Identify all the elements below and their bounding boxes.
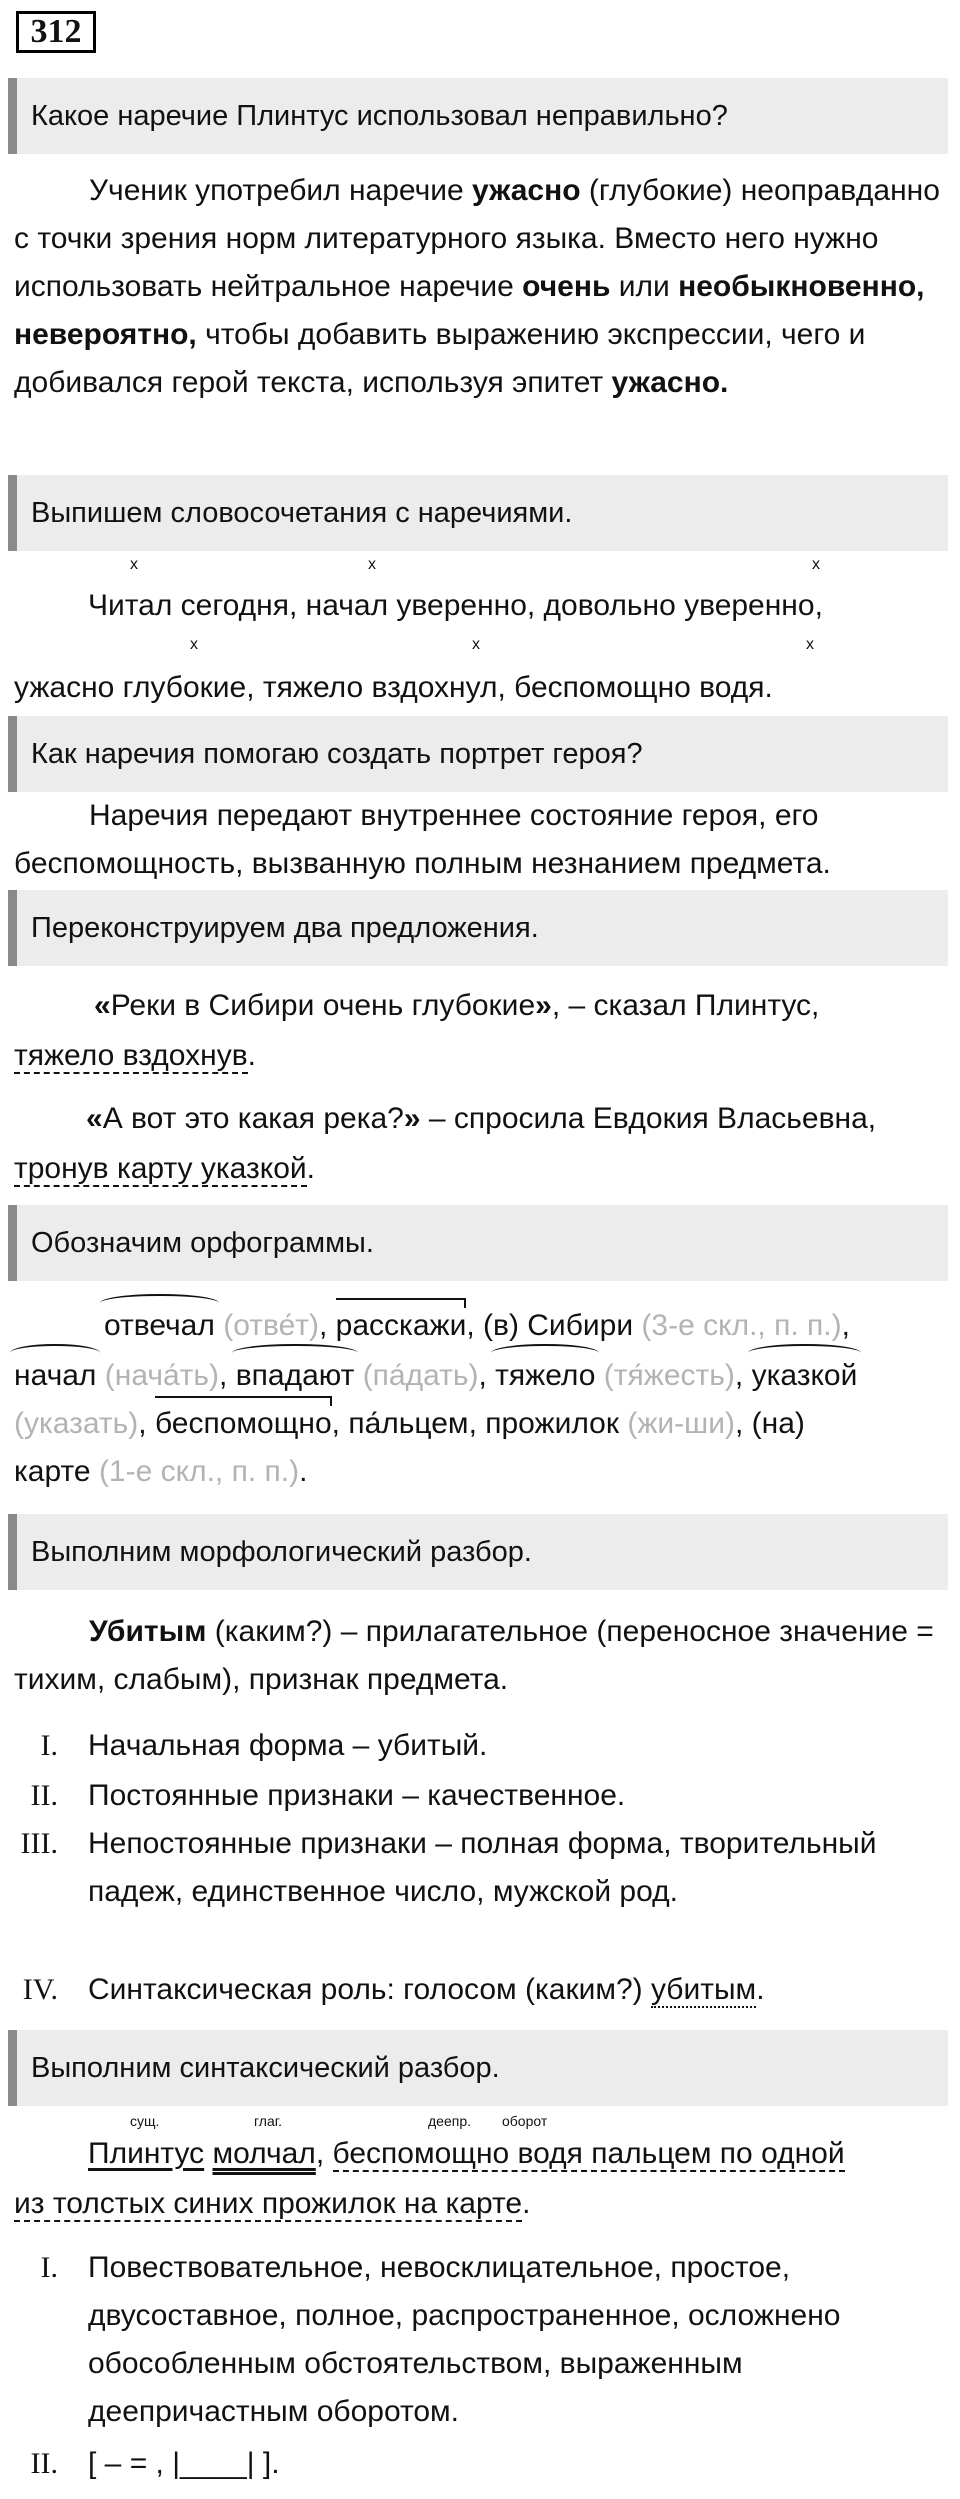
syntax-sentence-line-1: Плинтус молчал, беспомощно водя пальцем по одной [88, 2137, 845, 2170]
section-header-orthograms: Обозначим орфограммы. [8, 1205, 948, 1281]
subject: Плинтус [88, 2137, 205, 2170]
word-prozhilok: прожилок [485, 1407, 619, 1440]
section-header-portrait: Как наречия помогаю создать портрет героя? [8, 716, 948, 792]
cross-mark: х [190, 636, 198, 653]
orthograms-line-1: отвечал (отве́т), расскажи, (в) Сибири (3-е скл., п. п.), [104, 1302, 850, 1350]
word-sibiri: (в) Сибири [483, 1309, 634, 1342]
word-paltsem: па́льцем [348, 1407, 469, 1440]
label-phrase: оборот [502, 2113, 548, 2129]
phrases-line-2: ужасно глубокие, тяжело вздохнул, беспомощно водя. [14, 671, 773, 704]
orthograms-line-2: начал (нача́ть), впадают (па́дать), тяжело (тя́жесть), указкой [14, 1352, 857, 1400]
word-nachal: начал [14, 1352, 96, 1400]
sentence-1-line-1: «Реки в Сибири очень глубокие», – сказал Плинтус, [94, 989, 820, 1022]
word-bespomoshchno: беспомощно [155, 1400, 332, 1448]
word-rasskazhi: расскажи [336, 1302, 467, 1350]
adverbial-phrase-1: беспомощно водя пальцем по одной [332, 2137, 845, 2170]
label-noun: сущ. [130, 2113, 160, 2129]
cross-mark: х [368, 556, 376, 573]
answer-wrong-adverb: Ученик употребил наречие ужасно (глубокие) неоправданно с точки зрения норм литературного языка. Вместо него нужно использовать нейтральное наречие очень или необыкновенно, невероятно, чтобы добавить выражению экспрессии, чего и добивался герой текста, используя эпитет ужасно. [14, 174, 940, 399]
cross-mark: х [806, 636, 814, 653]
sentence-2-line-1: «А вот это какая река?» – спросила Евдокия Власьевна, [86, 1102, 877, 1135]
cross-mark: х [472, 636, 480, 653]
word-tyazhelo: тяжело [495, 1352, 595, 1400]
answer-portrait: Наречия передают внутреннее состояние героя, его беспомощность, вызванную полным незнанием предмета. [14, 799, 831, 880]
word-vpadayut: впадают [236, 1352, 355, 1400]
syntax-sentence-line-2: из толстых синих прожилок на карте. [14, 2187, 531, 2220]
orthograms-line-3: (указать), беспомощно, па́льцем, прожилок (жи-ши), (на) [14, 1400, 805, 1448]
morphology-intro: Убитым (каким?) – прилагательное (переносное значение = тихим, слабым), признак предмета. [14, 1615, 934, 1696]
section-header-phrases: Выпишем словосочетания с наречиями. [8, 475, 948, 551]
participle-phrase-1: тяжело вздохнув [14, 1039, 248, 1072]
word-ukazkoy: указкой [752, 1352, 858, 1400]
section-header-wrong-adverb: Какое наречие Плинтус использовал неправильно? [8, 78, 948, 154]
word-karte: карте [14, 1455, 91, 1488]
cross-mark: х [812, 556, 820, 573]
label-gerund: деепр. [428, 2113, 471, 2129]
section-header-morphology: Выполним морфологический разбор. [8, 1514, 948, 1590]
label-verb: глаг. [254, 2113, 283, 2129]
sentence-2-line-2: тронув карту указкой. [14, 1152, 315, 1185]
sentence-1-line-2: тяжело вздохнув. [14, 1039, 257, 1072]
predicate: молчал [212, 2137, 316, 2170]
word-otvechal: отвечал [104, 1302, 215, 1350]
adverbial-phrase-2: из толстых синих прожилок на карте [14, 2187, 523, 2220]
section-header-syntax: Выполним синтаксический разбор. [8, 2030, 948, 2106]
section-header-reconstruct: Переконструируем два предложения. [8, 890, 948, 966]
cross-mark: х [130, 556, 138, 573]
task-number: 312 [16, 11, 96, 53]
phrases-line-1: Читал сегодня, начал уверенно, довольно уверенно, [88, 589, 823, 622]
orthograms-line-4: карте (1-е скл., п. п.). [14, 1455, 308, 1488]
participle-phrase-2: тронув карту указкой [14, 1152, 307, 1185]
